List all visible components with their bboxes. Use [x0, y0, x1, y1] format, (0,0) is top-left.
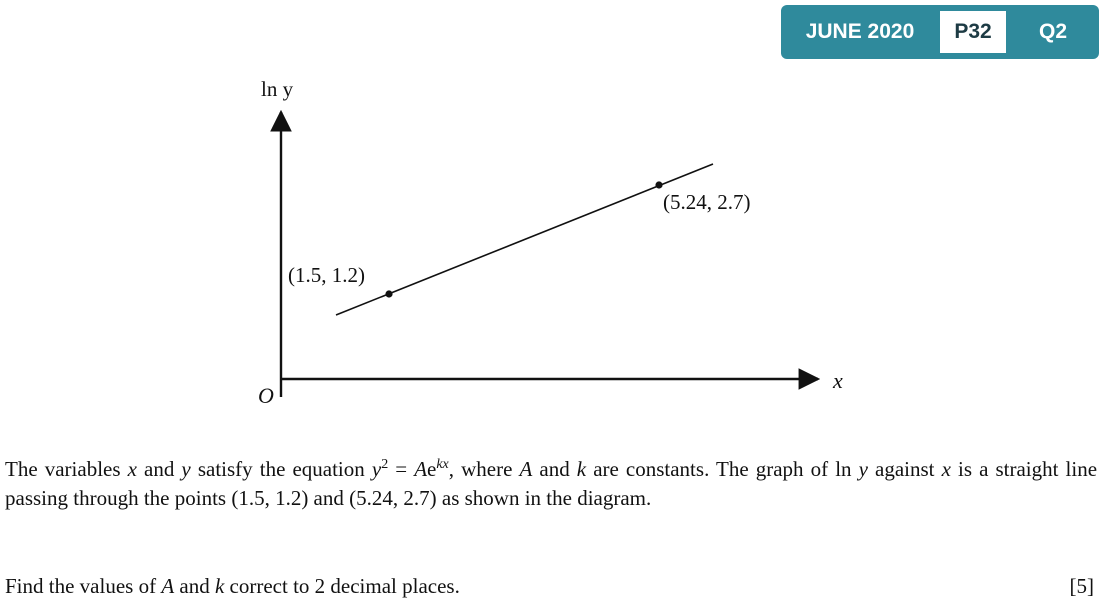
text-run: satisfy the equation — [190, 457, 372, 481]
text-run: correct to 2 decimal places. — [224, 574, 460, 598]
variable-y: y — [181, 457, 191, 481]
equation-exponent-kx: kx — [436, 457, 449, 472]
equation-y-exponent: 2 — [381, 457, 389, 472]
x-axis-label: x — [833, 368, 843, 393]
equation-e: e — [427, 457, 437, 481]
paper-code-label: P32 — [940, 11, 1006, 53]
text-run: are constants. The graph of ln — [586, 457, 859, 481]
variable-k: k — [214, 574, 225, 598]
text-run: Find the values of — [5, 574, 162, 598]
marks-allocation: [5] — [1069, 574, 1094, 598]
equation-constant-a: A — [414, 457, 428, 481]
variable-x: x — [127, 457, 137, 481]
variable-k: k — [576, 457, 587, 481]
variable-x: x — [941, 457, 951, 481]
variable-a: A — [519, 457, 533, 481]
equation-y: y — [371, 457, 382, 481]
variable-y: y — [858, 457, 868, 481]
question-text — [5, 455, 1097, 513]
point-label-2: (5.24, 2.7) — [663, 190, 751, 214]
text-run: is a straight line passing through the points (1.5, 1.2) and (5.24, 2.7) as shown in the diagram. — [5, 457, 1098, 510]
text-run: and — [532, 457, 577, 481]
y-axis-label: ln y — [261, 77, 294, 101]
exam-session-label: JUNE 2020 — [805, 20, 915, 43]
point-marker-1 — [385, 290, 392, 297]
point-marker-2 — [655, 181, 662, 188]
text-run: The variables — [5, 457, 128, 481]
text-run: and — [174, 574, 215, 598]
task-instruction — [5, 574, 460, 599]
point-label-1: (1.5, 1.2) — [288, 263, 365, 287]
text-run: against — [867, 457, 942, 481]
text-run: and — [136, 457, 182, 481]
origin-label: O — [258, 383, 274, 408]
equation-equals: = — [388, 457, 415, 481]
variable-a: A — [161, 574, 175, 598]
text-run: , where — [448, 457, 520, 481]
question-number-label: Q2 — [1038, 20, 1067, 43]
